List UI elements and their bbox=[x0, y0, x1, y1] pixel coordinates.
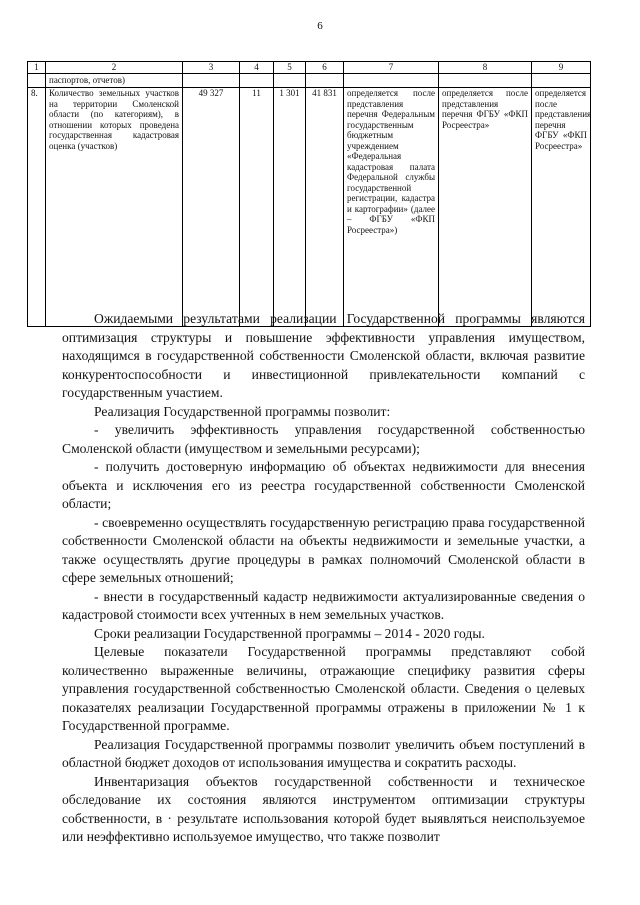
paragraph: Реализация Государственной программы позволит увеличить объем поступлений в областной бюджет доходов от использования имущества и сократить расходы. bbox=[62, 736, 585, 770]
table-cell bbox=[306, 74, 344, 88]
table-cell bbox=[344, 74, 439, 88]
header-cell: 6 bbox=[306, 62, 344, 74]
header-cell: 8 bbox=[439, 62, 532, 74]
table-cell bbox=[274, 74, 306, 88]
table-row bbox=[28, 88, 591, 327]
row-number: 8. bbox=[28, 88, 46, 327]
header-cell: 1 bbox=[28, 62, 46, 74]
table-cell bbox=[183, 74, 240, 88]
indicator-value: 41 831 bbox=[306, 88, 344, 327]
list-item: - увеличить эффективность управления государственной собственностью Смоленской области (имуществом и земельными ресурсами); bbox=[62, 422, 585, 456]
list-item: - получить достоверную информацию об объектах недвижимости для внесения объекта и исключения его из реестра государственной собственности Смоленской области; bbox=[62, 459, 585, 511]
table-continuation-row bbox=[28, 74, 591, 88]
indicator-value: 49 327 bbox=[183, 88, 240, 327]
table-cell bbox=[532, 74, 591, 88]
indicator-note: определяется после представления перечня ФГБУ «ФКП Росреестра» bbox=[532, 88, 591, 327]
continuation-text: паспортов, отчетов) bbox=[46, 74, 183, 88]
paragraph: Инвентаризация объектов государственной собственности и техническое обследование их состояния являются инструментом оптимизации структуры собственности, в · результате использования которой будет выявляться неиспользуемое или неэффективно используемое имущество, что также позволит bbox=[62, 773, 585, 844]
header-cell: 5 bbox=[274, 62, 306, 74]
table-cell bbox=[439, 74, 532, 88]
header-cell: 2 bbox=[46, 62, 183, 74]
paragraph: Реализация Государственной программы позволит: bbox=[94, 403, 391, 419]
indicator-note: определяется после представления перечня Федеральным государственным бюджетным учреждением «Федеральная кадастровая палата Федеральной службы государственной регистрации, кадастра и картографии» (далее – ФГБУ «ФКП Росреестра») bbox=[344, 88, 439, 327]
table-header-row bbox=[28, 62, 591, 74]
paragraph: Сроки реализации Государственной программы – 2014 - 2020 годы. bbox=[94, 625, 485, 641]
indicators-table bbox=[27, 61, 591, 327]
table-cell bbox=[240, 74, 274, 88]
indicator-name: Количество земельных участков на территории Смоленской области (по категориям), в отношении которых проведена государственная кадастровая оценка (участков) bbox=[46, 88, 183, 327]
paragraph: Целевые показатели Государственной программы представляют собой количественно выраженные величины, отражающие специфику развития сферы управления государственной собственностью Смоленской области. Сведения о целевых показателях реализации Государственной программы отражены в приложении № 1 к Государственной программе. bbox=[62, 644, 585, 733]
header-cell: 3 bbox=[183, 62, 240, 74]
indicator-note: определяется после представления перечня ФГБУ «ФКП Росреестра» bbox=[439, 88, 532, 327]
body-text bbox=[62, 310, 585, 847]
header-cell: 9 bbox=[532, 62, 591, 74]
indicator-value: 11 bbox=[240, 88, 274, 327]
list-item: - своевременно осуществлять государственную регистрацию права государственной собственности Смоленской области на объекты недвижимости и земельные участки, а также осуществлять другие процедуры в рамках полномочий Смоленской области в сфере земельных отношений; bbox=[62, 514, 585, 585]
header-cell: 7 bbox=[344, 62, 439, 74]
indicator-value: 1 301 bbox=[274, 88, 306, 327]
list-item: - внести в государственный кадастр недвижимости актуализированные сведения о кадастровой стоимости всех учтенных в нем земельных участков. bbox=[62, 588, 585, 622]
header-cell: 4 bbox=[240, 62, 274, 74]
paragraph: Ожидаемыми результатами реализации Государственной программы являются оптимизация структуры и повышение эффективности управления имуществом, находящимся в государственной собственности Смоленской области, включая развитие конкурентоспособности и инвестиционной привлекательности компаний с государственным участием. bbox=[62, 311, 585, 400]
table-cell bbox=[28, 74, 46, 88]
page-number: 6 bbox=[317, 20, 323, 32]
